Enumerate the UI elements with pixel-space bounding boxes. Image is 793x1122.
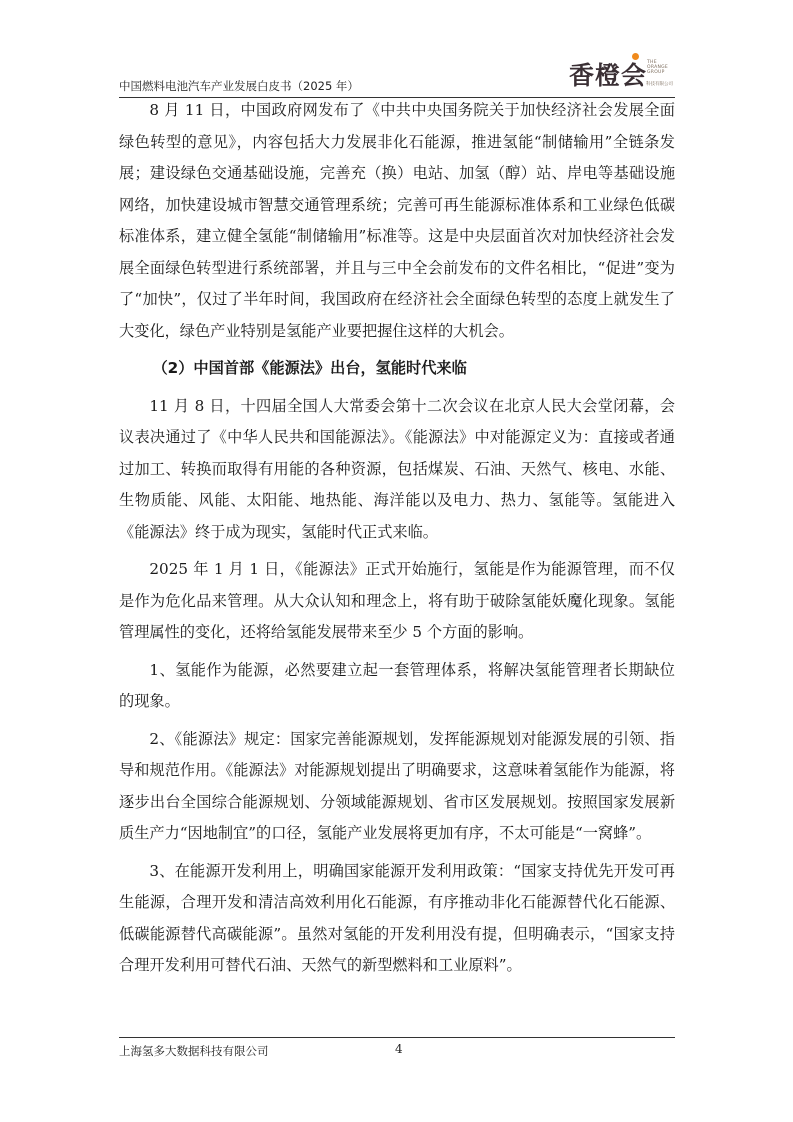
logo-english-text: THE ORANGE GROUP (647, 60, 669, 76)
logo-text: 香橙会 (568, 61, 647, 90)
section-heading: （2）中国首部《能源法》出台，氢能时代来临 (152, 359, 467, 377)
paragraph: 3、在能源开发利用上，明确国家能源开发利用政策：“国家支持优先开发可再生能源，合理开发和清洁高效利用化石能源，有序推动非化石能源替代化石能源、低碳能源替代高碳能源”。虽然对氢能的开发利用没有提，但明确表示，“国家支持合理开发利用可替代石油、天然气的新型燃料和工业原料”。 (119, 861, 675, 974)
footer-divider (119, 1037, 675, 1038)
paragraph: 2、《能源法》规定：国家完善能源规划，发挥能源规划对能源发展的引领、指导和规范作用。《能源法》对能源规划提出了明确要求，这意味着氢能作为能源，将逐步出台全国综合能源规划、分领域能源规划、省市区发展规划。按照国家发展新质生产力“因地制宜”的口径，氢能产业发展将更加有序，不太可能是“一窝蜂”。 (119, 729, 675, 842)
page-header (119, 48, 675, 98)
paragraph: 2025 年 1 月 1 日，《能源法》正式开始施行，氢能是作为能源管理，而不仅是作为危化品来管理。从大众认知和理念上，将有助于破除氢能妖魔化现象。氢能管理属性的变化，还将给氢能发展带来至少 5 个方面的影响。 (119, 560, 675, 641)
page-body (119, 95, 675, 982)
page-number: 4 (395, 1042, 403, 1056)
paragraph: 8 月 11 日，中国政府网发布了《中共中央国务院关于加快经济社会发展全面绿色转型的意见》，内容包括大力发展非化石能源，推进氢能“制储输用”全链条发展；建设绿色交通基础设施，完善充（换）电站、加氢（醇）站、岸电等基础设施网络，加快建设城市智慧交通管理系统；完善可再生能源标准体系和工业绿色低碳标准体系，建立健全氢能“制储输用”标准等。这是中央层面首次对加快经济社会发展全面绿色转型进行系统部署，并且与三中全会前发布的文件名相比，“促进”变为了“加快”，仅过了半年时间，我国政府在经济社会全面绿色转型的态度上就发生了大变化，绿色产业特别是氢能产业要把握住这样的大机会。 (119, 101, 675, 340)
footer-company: 上海氢多大数据科技有限公司 (119, 1044, 269, 1058)
paragraph: 11 月 8 日，十四届全国人大常委会第十二次会议在北京人民大会堂闭幕，会议表决通过了《中华人民共和国能源法》。《能源法》中对能源定义为：直接或者通过加工、转换而取得有用能的各种资源，包括煤炭、石油、天然气、核电、水能、生物质能、风能、太阳能、地热能、海洋能以及电力、热力、氢能等。氢能进入《能源法》终于成为现实，氢能时代正式来临。 (119, 396, 675, 541)
logo-subtext: 科技有限公司 (646, 82, 673, 87)
page-footer (119, 1037, 675, 1061)
company-logo (557, 50, 675, 94)
paragraph: 1、氢能作为能源，必然要建立起一套管理体系，将解决氢能管理者长期缺位的现象。 (119, 660, 675, 710)
header-title: 中国燃料电池汽车产业发展白皮书（2025 年） (119, 79, 359, 93)
